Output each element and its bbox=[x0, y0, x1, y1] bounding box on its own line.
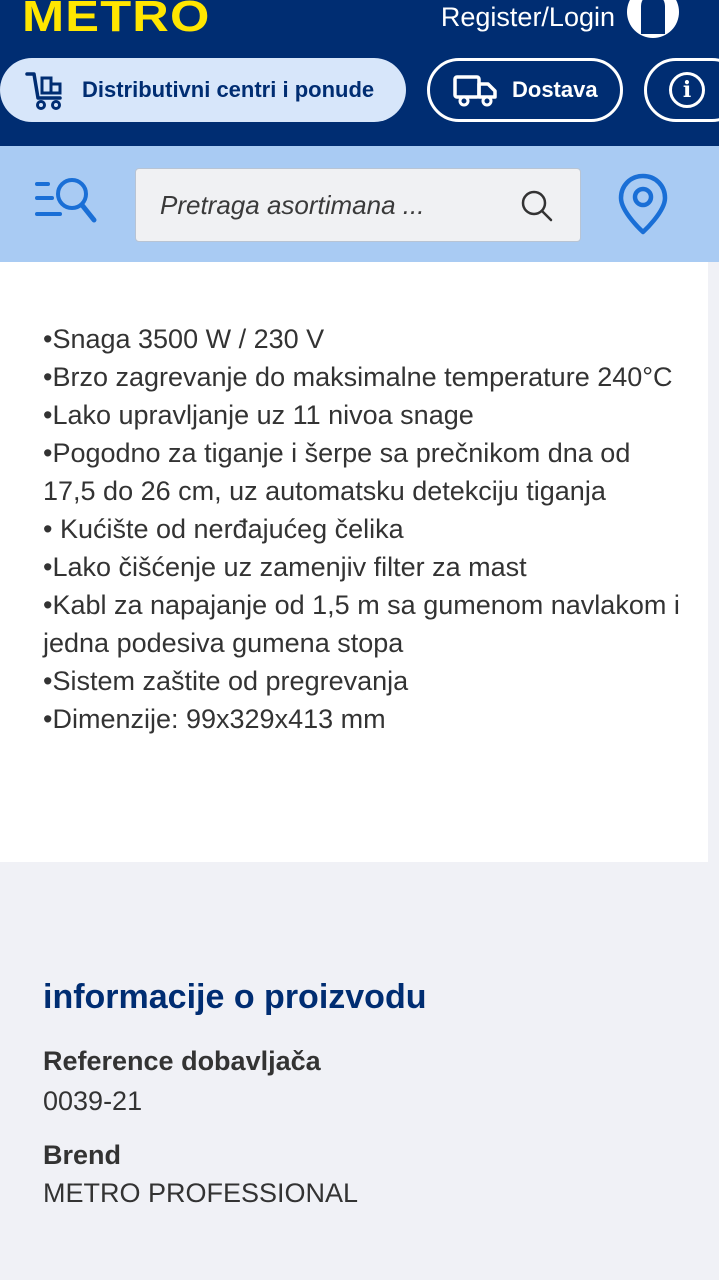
supplier-ref-value: 0039-21 bbox=[43, 1086, 143, 1116]
brand-label: Brend bbox=[43, 1140, 122, 1170]
product-description bbox=[0, 262, 708, 862]
truck-icon bbox=[452, 72, 498, 108]
list-item: •Dimenzije: 99x329x413 mm bbox=[43, 704, 386, 734]
register-login-link[interactable] bbox=[441, 0, 679, 38]
info-icon: i bbox=[669, 72, 705, 108]
cart-icon bbox=[24, 68, 68, 112]
list-item: •Kabl za napajanje od 1,5 m sa gumenom navlakom i jedna podesiva gumena stopa bbox=[43, 590, 680, 658]
feature-list bbox=[43, 320, 683, 738]
product-info-title: informacije o proizvodu bbox=[43, 978, 427, 1016]
info-button[interactable] bbox=[644, 58, 719, 122]
delivery-button[interactable] bbox=[427, 58, 623, 122]
distribution-centers-button[interactable] bbox=[0, 58, 406, 122]
brand-value: METRO PROFESSIONAL bbox=[43, 1178, 359, 1208]
metro-logo[interactable]: METRO bbox=[22, 0, 211, 41]
search-box bbox=[135, 168, 581, 242]
top-header bbox=[0, 0, 719, 146]
search-bar bbox=[0, 146, 719, 262]
location-pin-icon[interactable] bbox=[617, 172, 669, 236]
supplier-ref-label: Reference dobavljača bbox=[43, 1046, 321, 1076]
list-item: •Snaga 3500 W / 230 V bbox=[43, 324, 325, 354]
search-input[interactable] bbox=[136, 169, 516, 241]
list-item: •Sistem zaštite od pregrevanja bbox=[43, 666, 409, 696]
register-login-label: Register/Login bbox=[440, 1, 615, 32]
user-icon bbox=[627, 0, 679, 38]
delivery-label: Dostava bbox=[512, 77, 598, 102]
list-item: • Kućište od nerđajućeg čelika bbox=[43, 514, 404, 544]
list-item: •Lako upravljanje uz 11 nivoa snage bbox=[43, 400, 474, 430]
list-item: •Pogodno za tiganje i šerpe sa prečnikom dna od 17,5 do 26 cm, uz automatsku detekciju tiganja bbox=[43, 438, 631, 506]
list-item: •Lako čišćenje uz zamenjiv filter za mast bbox=[43, 552, 527, 582]
search-icon[interactable] bbox=[520, 189, 554, 223]
menu-search-icon[interactable] bbox=[34, 174, 100, 230]
distribution-centers-label: Distributivni centri i ponude bbox=[82, 77, 375, 102]
list-item: •Brzo zagrevanje do maksimalne temperature 240°C bbox=[43, 362, 673, 392]
